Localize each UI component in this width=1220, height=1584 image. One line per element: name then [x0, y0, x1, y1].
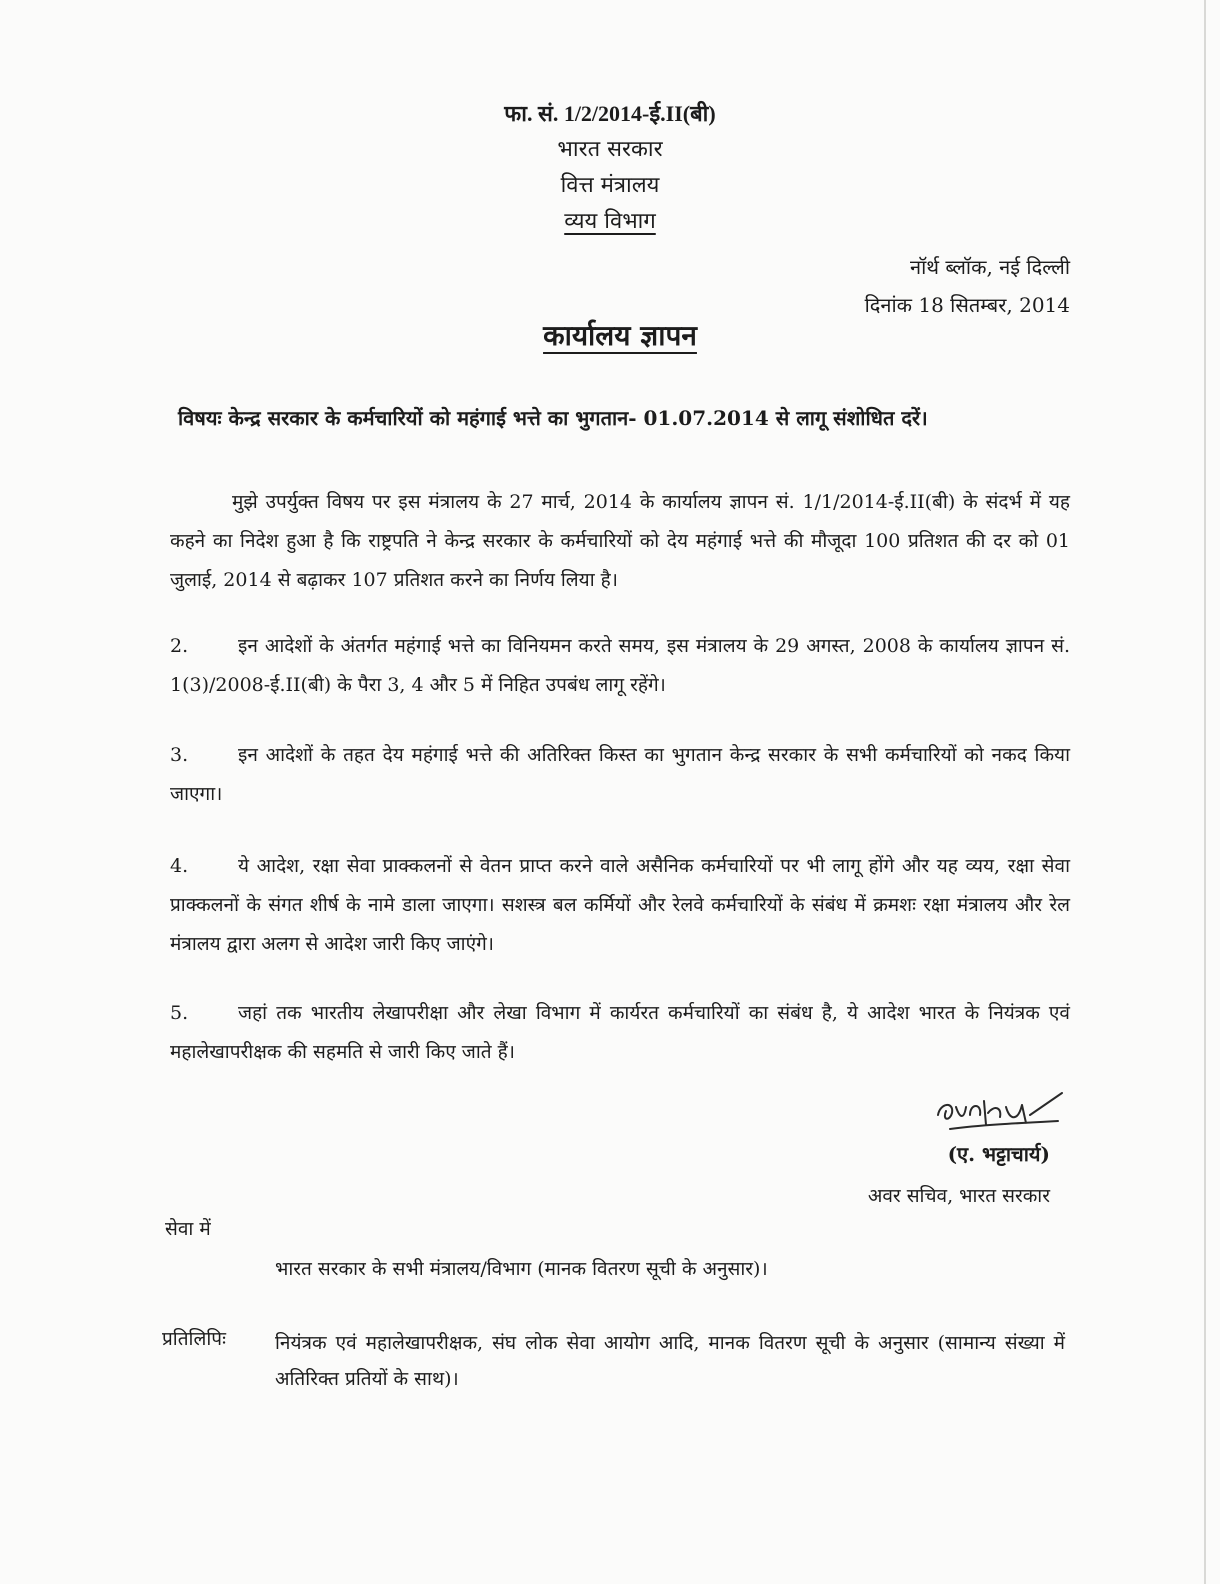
- paragraph-3-number: 3.: [170, 744, 189, 766]
- date: दिनांक 18 सितम्बर, 2014: [864, 293, 1070, 317]
- paragraph-1: [170, 483, 1070, 600]
- department-name: [0, 204, 1220, 240]
- paragraph-5-text: जहां तक भारतीय लेखापरीक्षा और लेखा विभाग में कार्यरत कर्मचारियों का संबंध है, ये आदेश भारत के नियंत्रक एवं महालेखापरीक्षक की सहमति से जारी किए जाते हैं।: [170, 1002, 1070, 1063]
- to-label: सेवा में: [165, 1218, 211, 1240]
- place: नॉर्थ ब्लॉक, नई दिल्ली: [909, 255, 1070, 279]
- letterhead: [0, 96, 1220, 240]
- paragraph-3-text: इन आदेशों के तहत देय महंगाई भत्ते की अतिरिक्त किस्त का भुगतान केन्द्र सरकार के सभी कर्मचारियों को नकद किया जाएगा।: [170, 744, 1070, 805]
- government-name: भारत सरकार: [557, 137, 663, 162]
- paragraph-2-number: 2.: [170, 635, 189, 657]
- handwritten-signature: [930, 1085, 1070, 1135]
- paragraph-4-text: ये आदेश, रक्षा सेवा प्राक्कलनों से वेतन प्राप्त करने वाले असैनिक कर्मचारियों पर भी लागू होंगे और यह व्यय, रक्षा सेवा प्राक्कलनों के संगत शीर्ष के नामे डाला जाएगा। सशस्त्र बल कर्मियों और रेलवे कर्मचारियों के संबंध में क्रमशः रक्षा मंत्रालय और रेल मंत्रालय द्वारा अलग से आदेश जारी किए जाएंगे।: [170, 855, 1070, 955]
- subject-line: विषयः केन्द्र सरकार के कर्मचारियों को महंगाई भत्ते का भुगतान- 01.07.2014 से लागू संशोधित दरें।: [178, 406, 928, 430]
- file-number: फा. सं. 1/2/2014-ई.II(बी): [504, 101, 716, 126]
- signatory-designation: अवर सचिव, भारत सरकार: [867, 1185, 1050, 1207]
- paragraph-1-text: मुझे उपर्युक्त विषय पर इस मंत्रालय के 27 मार्च, 2014 के कार्यालय ज्ञापन सं. 1/1/2014-ई.II(बी) के संदर्भ में यह कहने का निदेश हुआ है कि राष्ट्रपति ने केन्द्र सरकार के कर्मचारियों को देय महंगाई भत्ते की मौजूदा 100 प्रतिशत की दर को 01 जुलाई, 2014 से बढ़ाकर 107 प्रतिशत करने का निर्णय लिया है।: [170, 491, 1070, 591]
- place-date-block: [865, 248, 1070, 324]
- memo-title-text: कार्यालय ज्ञापन: [543, 319, 697, 352]
- paragraph-2-text: इन आदेशों के अंतर्गत महंगाई भत्ते का विनियमन करते समय, इस मंत्रालय के 29 अगस्त, 2008 के कार्यालय ज्ञापन सं. 1(3)/2008-ई.II(बी) के पैरा 3, 4 और 5 में निहित उपबंध लागू रहेंगे।: [170, 635, 1070, 696]
- paragraph-4-number: 4.: [170, 855, 189, 877]
- copy-recipients: नियंत्रक एवं महालेखापरीक्षक, संघ लोक सेवा आयोग आदि, मानक वितरण सूची के अनुसार (सामान्य संख्या में अतिरिक्त प्रतियों के साथ)।: [275, 1332, 1065, 1390]
- department-name-text: व्यय विभाग: [564, 209, 656, 234]
- memo-title: [0, 316, 1220, 354]
- paragraph-5-number: 5.: [170, 1002, 189, 1024]
- signatory-name: (ए. भट्टाचार्य): [947, 1142, 1050, 1166]
- paragraph-5: [170, 994, 1070, 1072]
- to-recipients: भारत सरकार के सभी मंत्रालय/विभाग (मानक वितरण सूची के अनुसार)।: [275, 1258, 768, 1280]
- paragraph-4: [170, 847, 1070, 964]
- ministry-name: वित्त मंत्रालय: [560, 173, 660, 198]
- copy-label: प्रतिलिपिः: [162, 1328, 226, 1350]
- paragraph-2: [170, 627, 1070, 705]
- paragraph-3: [170, 736, 1070, 814]
